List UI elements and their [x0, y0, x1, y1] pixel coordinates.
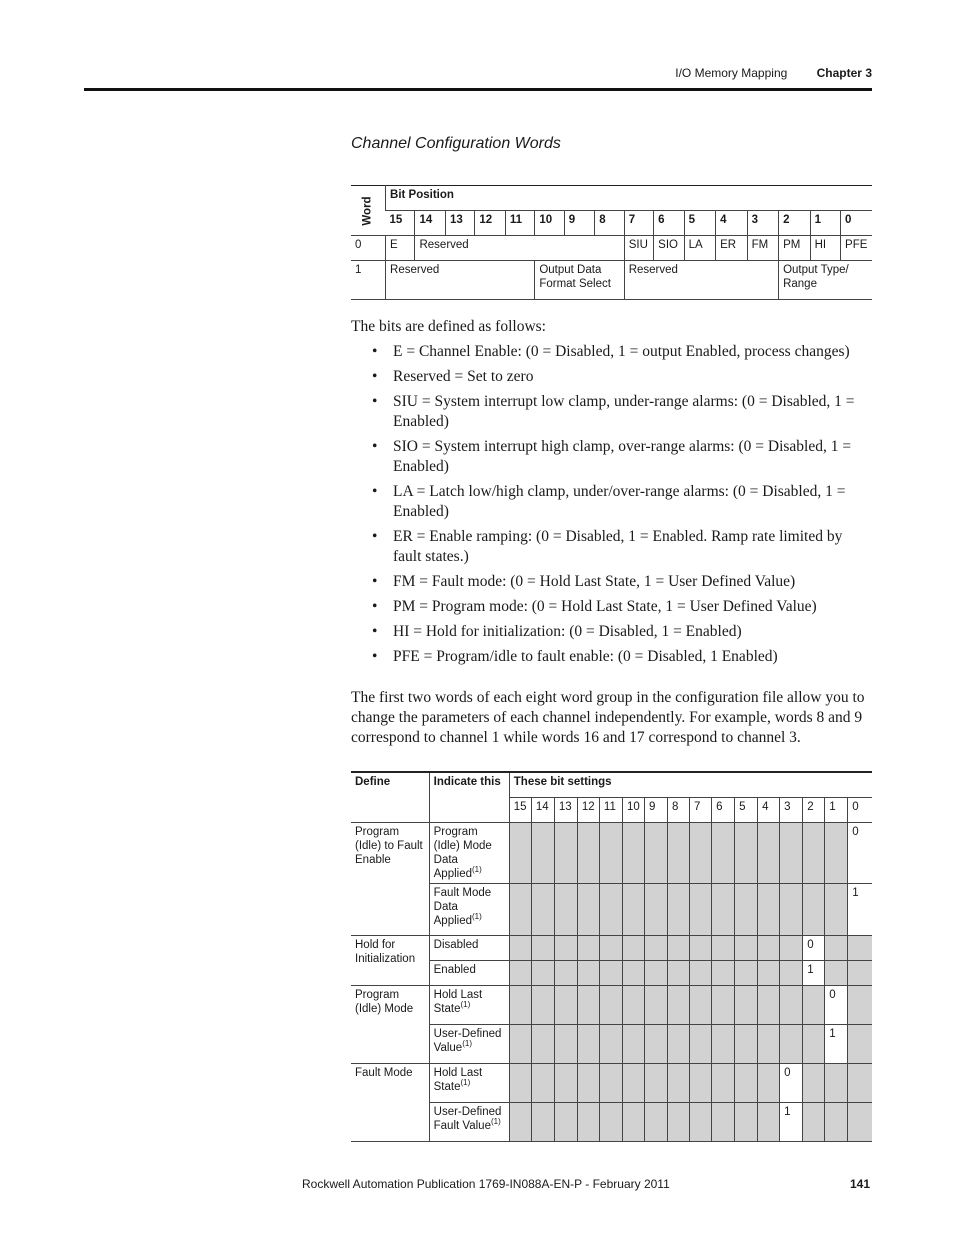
unused-bit-cell [690, 1064, 712, 1103]
bullet-text: PM = Program mode: (0 = Hold Last State, 1 = User Defined Value) [393, 598, 817, 615]
unused-bit-cell [735, 936, 758, 961]
list-item [372, 367, 872, 387]
bullet-icon: • [372, 573, 378, 590]
footer-publication: Rockwell Automation Publication 1769-IN088A-EN-P - February 2011 [302, 1177, 670, 1191]
unused-bit-cell [622, 936, 644, 961]
option-label: Enabled [433, 964, 476, 976]
bit-header: 4 [716, 211, 747, 236]
unused-bit-cell [803, 1064, 825, 1103]
option-label: User-Defined Value [433, 1028, 502, 1054]
bits-reserved-a: Reserved [386, 261, 535, 300]
unused-bit-cell [735, 884, 758, 936]
unused-bit-cell [712, 936, 735, 961]
unused-bit-cell [758, 1103, 780, 1142]
bit-pfe: PFE [841, 236, 872, 261]
table-row [351, 1064, 872, 1103]
header-rule [84, 88, 872, 91]
footnote-mark: (1) [472, 912, 482, 922]
option-label: User-Defined Fault Value [433, 1106, 502, 1132]
unused-bit-cell [825, 961, 848, 986]
unused-bit-cell [577, 986, 599, 1025]
option-label: Fault Mode Data Applied [433, 887, 492, 927]
unused-bit-cell [758, 1025, 780, 1064]
unused-bit-cell [554, 884, 577, 936]
unused-bit-cell [509, 961, 531, 986]
unused-bit-cell [758, 884, 780, 936]
unused-bit-cell [599, 936, 622, 961]
bit-position-header: Bit Position [386, 186, 872, 211]
unused-bit-cell [509, 1025, 531, 1064]
bit-definitions-list [372, 342, 872, 672]
bullet-text: HI = Hold for initialization: (0 = Disabled, 1 = Enabled) [393, 623, 742, 640]
indicate-cell [429, 884, 509, 936]
define-header: Define [351, 772, 429, 823]
unused-bit-cell [803, 986, 825, 1025]
bullet-text: ER = Enable ramping: (0 = Disabled, 1 = Enabled. Ramp rate limited by fault states.) [393, 528, 843, 565]
bit-value: 0 [825, 986, 848, 1025]
bit-header: 12 [577, 798, 599, 823]
bits-output-type: Output Type/ Range [779, 261, 872, 300]
bit-header: 0 [841, 211, 872, 236]
define-cell: Hold for Initialization [351, 936, 429, 986]
unused-bit-cell [577, 1064, 599, 1103]
table-row [351, 884, 872, 936]
unused-bit-cell [803, 823, 825, 884]
table-row [351, 986, 872, 1025]
bit-header: 3 [780, 798, 803, 823]
unused-bit-cell [735, 961, 758, 986]
bit-header: 12 [475, 211, 505, 236]
bit-header: 7 [690, 798, 712, 823]
unused-bit-cell [758, 1064, 780, 1103]
bit-value: 1 [803, 961, 825, 986]
unused-bit-cell [599, 823, 622, 884]
footnote-mark: (1) [462, 1039, 472, 1049]
header-chapter: Chapter 3 [816, 66, 872, 80]
bit-value: 1 [848, 884, 872, 936]
unused-bit-cell [780, 823, 803, 884]
bit-value: 0 [780, 1064, 803, 1103]
unused-bit-cell [848, 986, 872, 1025]
unused-bit-cell [712, 884, 735, 936]
unused-bit-cell [599, 986, 622, 1025]
bullet-icon: • [372, 528, 378, 545]
unused-bit-cell [622, 961, 644, 986]
bit-pm: PM [779, 236, 810, 261]
unused-bit-cell [735, 986, 758, 1025]
footnote-mark: (1) [472, 865, 482, 875]
unused-bit-cell [668, 1103, 690, 1142]
header-section: I/O Memory Mapping [675, 66, 788, 80]
unused-bit-cell [531, 936, 554, 961]
bit-header: 0 [848, 798, 872, 823]
unused-bit-cell [668, 1025, 690, 1064]
unused-bit-cell [780, 1025, 803, 1064]
unused-bit-cell [668, 961, 690, 986]
unused-bit-cell [690, 1103, 712, 1142]
bit-header: 5 [735, 798, 758, 823]
channel-paragraph: The first two words of each eight word group in the configuration file allow you to change the parameters of each channel independently. For example, words 8 and 9 correspond to channel 1 while words 16 and 17 correspond to channel 3. [351, 689, 865, 746]
bit-la: LA [684, 236, 715, 261]
unused-bit-cell [825, 1064, 848, 1103]
list-item [372, 437, 872, 477]
bullet-icon: • [372, 438, 378, 455]
unused-bit-cell [509, 1103, 531, 1142]
list-item [372, 597, 872, 617]
unused-bit-cell [577, 1025, 599, 1064]
unused-bit-cell [848, 1025, 872, 1064]
bit-header: 7 [624, 211, 653, 236]
bullet-text: PFE = Program/idle to fault enable: (0 = Disabled, 1 Enabled) [393, 648, 778, 665]
unused-bit-cell [554, 936, 577, 961]
unused-bit-cell [644, 884, 667, 936]
bit-header: 14 [531, 798, 554, 823]
indicate-cell [429, 1103, 509, 1142]
word-number: 0 [351, 236, 386, 261]
unused-bit-cell [825, 823, 848, 884]
unused-bit-cell [509, 986, 531, 1025]
word-header: Word [351, 186, 386, 236]
footnote-mark: (1) [460, 1000, 471, 1010]
bit-reserved: Reserved [415, 236, 624, 261]
unused-bit-cell [599, 1064, 622, 1103]
bit-header: 8 [595, 211, 624, 236]
unused-bit-cell [780, 986, 803, 1025]
bit-header: 9 [644, 798, 667, 823]
unused-bit-cell [848, 1064, 872, 1103]
option-label: Hold Last State [433, 1067, 483, 1093]
unused-bit-cell [735, 1103, 758, 1142]
unused-bit-cell [825, 884, 848, 936]
bit-er: ER [716, 236, 747, 261]
unused-bit-cell [599, 884, 622, 936]
bit-header: 9 [564, 211, 594, 236]
bit-header: 15 [386, 211, 415, 236]
indicate-cell [429, 823, 509, 884]
unused-bit-cell [622, 1064, 644, 1103]
option-label: Disabled [433, 939, 479, 951]
unused-bit-cell [825, 936, 848, 961]
unused-bit-cell [644, 1064, 667, 1103]
unused-bit-cell [599, 1025, 622, 1064]
indicate-cell [429, 1025, 509, 1064]
unused-bit-cell [554, 1025, 577, 1064]
bullet-icon: • [372, 368, 378, 385]
bit-header: 3 [747, 211, 778, 236]
unused-bit-cell [644, 986, 667, 1025]
list-item [372, 392, 872, 432]
list-item [372, 622, 872, 642]
bit-e: E [386, 236, 415, 261]
define-cell: Fault Mode [351, 1064, 429, 1142]
bullet-icon: • [372, 623, 378, 640]
unused-bit-cell [644, 823, 667, 884]
unused-bit-cell [668, 823, 690, 884]
bit-fm: FM [747, 236, 778, 261]
unused-bit-cell [577, 936, 599, 961]
bullet-icon: • [372, 483, 378, 500]
unused-bit-cell [644, 936, 667, 961]
unused-bit-cell [531, 961, 554, 986]
table-row [351, 1103, 872, 1142]
bit-header: 2 [779, 211, 810, 236]
define-cell: Program (Idle) to Fault Enable [351, 823, 429, 936]
unused-bit-cell [509, 1064, 531, 1103]
list-item [372, 342, 872, 362]
unused-bit-cell [599, 961, 622, 986]
bits-intro: The bits are defined as follows: [351, 318, 546, 335]
bit-header: 4 [758, 798, 780, 823]
bullet-text: SIO = System interrupt high clamp, over-range alarms: (0 = Disabled, 1 = Enabled) [393, 438, 852, 475]
bits-output-data-format: Output Data Format Select [535, 261, 624, 300]
unused-bit-cell [644, 1025, 667, 1064]
unused-bit-cell [735, 823, 758, 884]
table-row [351, 1025, 872, 1064]
unused-bit-cell [554, 823, 577, 884]
bullet-text: E = Channel Enable: (0 = Disabled, 1 = output Enabled, process changes) [393, 343, 850, 360]
unused-bit-cell [803, 1025, 825, 1064]
unused-bit-cell [690, 961, 712, 986]
unused-bit-cell [690, 1025, 712, 1064]
bit-header: 13 [554, 798, 577, 823]
unused-bit-cell [803, 1103, 825, 1142]
unused-bit-cell [712, 1025, 735, 1064]
bit-siu: SIU [624, 236, 653, 261]
unused-bit-cell [690, 823, 712, 884]
bit-header: 2 [803, 798, 825, 823]
unused-bit-cell [780, 936, 803, 961]
unused-bit-cell [668, 884, 690, 936]
list-item [372, 527, 872, 567]
list-item [372, 482, 872, 522]
bullet-icon: • [372, 648, 378, 665]
table-row [351, 961, 872, 986]
unused-bit-cell [531, 1064, 554, 1103]
footnote-mark: (1) [460, 1078, 471, 1088]
bit-value: 1 [780, 1103, 803, 1142]
list-item [372, 572, 872, 592]
unused-bit-cell [622, 1103, 644, 1142]
page-number: 141 [849, 1177, 870, 1191]
unused-bit-cell [509, 823, 531, 884]
unused-bit-cell [668, 1064, 690, 1103]
indicate-header: Indicate this [429, 772, 509, 823]
indicate-cell [429, 936, 509, 961]
bit-value: 1 [825, 1025, 848, 1064]
bit-header: 6 [712, 798, 735, 823]
bullet-text: SIU = System interrupt low clamp, under-range alarms: (0 = Disabled, 1 = Enabled) [393, 393, 855, 430]
unused-bit-cell [712, 986, 735, 1025]
unused-bit-cell [758, 936, 780, 961]
unused-bit-cell [531, 986, 554, 1025]
unused-bit-cell [554, 1064, 577, 1103]
unused-bit-cell [622, 884, 644, 936]
table-row [351, 823, 872, 884]
unused-bit-cell [735, 1025, 758, 1064]
unused-bit-cell [803, 884, 825, 936]
bit-settings-header: These bit settings [509, 772, 872, 798]
bit-header: 11 [505, 211, 534, 236]
unused-bit-cell [622, 1025, 644, 1064]
unused-bit-cell [644, 1103, 667, 1142]
bit-sio: SIO [654, 236, 684, 261]
unused-bit-cell [554, 961, 577, 986]
bits-reserved-b: Reserved [624, 261, 778, 300]
bit-hi: HI [810, 236, 840, 261]
define-cell: Program (Idle) Mode [351, 986, 429, 1064]
unused-bit-cell [622, 823, 644, 884]
unused-bit-cell [577, 961, 599, 986]
unused-bit-cell [712, 1103, 735, 1142]
unused-bit-cell [577, 1103, 599, 1142]
unused-bit-cell [712, 961, 735, 986]
bullet-icon: • [372, 343, 378, 360]
unused-bit-cell [531, 1025, 554, 1064]
footnote-mark: (1) [490, 1117, 501, 1127]
unused-bit-cell [848, 961, 872, 986]
unused-bit-cell [825, 1103, 848, 1142]
unused-bit-cell [668, 986, 690, 1025]
option-label: Hold Last State [433, 989, 483, 1015]
bit-header: 8 [668, 798, 690, 823]
unused-bit-cell [577, 884, 599, 936]
bit-header: 15 [509, 798, 531, 823]
unused-bit-cell [712, 1064, 735, 1103]
unused-bit-cell [690, 884, 712, 936]
unused-bit-cell [509, 936, 531, 961]
indicate-cell [429, 961, 509, 986]
unused-bit-cell [712, 823, 735, 884]
unused-bit-cell [599, 1103, 622, 1142]
bit-header: 5 [684, 211, 715, 236]
bullet-text: FM = Fault mode: (0 = Hold Last State, 1 = User Defined Value) [393, 573, 796, 590]
option-label: Program (Idle) Mode Data Applied [433, 826, 492, 880]
unused-bit-cell [735, 1064, 758, 1103]
unused-bit-cell [758, 986, 780, 1025]
table-row [351, 236, 872, 261]
unused-bit-cell [690, 936, 712, 961]
unused-bit-cell [848, 1103, 872, 1142]
unused-bit-cell [848, 936, 872, 961]
bullet-text: Reserved = Set to zero [393, 368, 534, 385]
bit-settings-table [351, 771, 872, 1142]
list-item [372, 647, 872, 667]
table-row [351, 261, 872, 300]
unused-bit-cell [577, 823, 599, 884]
unused-bit-cell [622, 986, 644, 1025]
unused-bit-cell [780, 961, 803, 986]
bit-header: 6 [654, 211, 684, 236]
bit-header: 1 [810, 211, 840, 236]
config-word-table [351, 185, 872, 300]
unused-bit-cell [690, 986, 712, 1025]
bit-header: 13 [445, 211, 474, 236]
unused-bit-cell [531, 1103, 554, 1142]
footer-rule [84, 1170, 872, 1171]
bit-header: 1 [825, 798, 848, 823]
unused-bit-cell [531, 884, 554, 936]
bit-header: 10 [535, 211, 564, 236]
bit-value: 0 [803, 936, 825, 961]
unused-bit-cell [509, 884, 531, 936]
bullet-text: LA = Latch low/high clamp, under/over-range alarms: (0 = Disabled, 1 = Enabled) [393, 483, 846, 520]
unused-bit-cell [531, 823, 554, 884]
table-row [351, 936, 872, 961]
bullet-icon: • [372, 393, 378, 410]
unused-bit-cell [758, 961, 780, 986]
bullet-icon: • [372, 598, 378, 615]
unused-bit-cell [554, 1103, 577, 1142]
unused-bit-cell [644, 961, 667, 986]
unused-bit-cell [780, 884, 803, 936]
indicate-cell [429, 1064, 509, 1103]
unused-bit-cell [554, 986, 577, 1025]
unused-bit-cell [668, 936, 690, 961]
bit-value: 0 [848, 823, 872, 884]
bit-header: 14 [415, 211, 445, 236]
bit-header: 10 [622, 798, 644, 823]
unused-bit-cell [758, 823, 780, 884]
word-number: 1 [351, 261, 386, 300]
indicate-cell [429, 986, 509, 1025]
bit-header: 11 [599, 798, 622, 823]
section-title: Channel Configuration Words [351, 135, 561, 152]
page-header [675, 66, 872, 80]
